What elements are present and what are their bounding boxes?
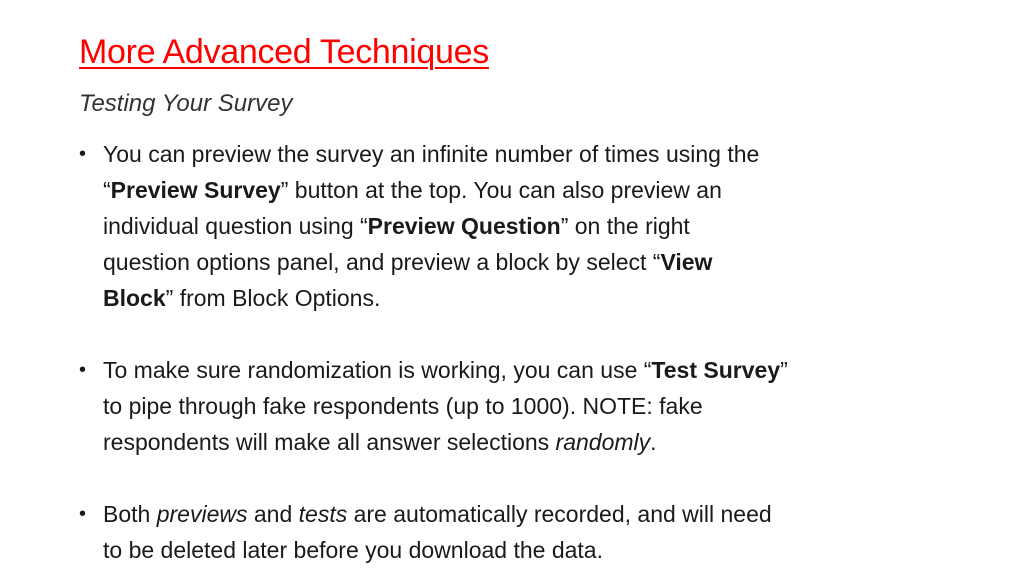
italic-term-previews: previews [156, 501, 248, 527]
bullet-item [79, 352, 939, 460]
slide-title: More Advanced Techniques [79, 33, 489, 71]
text-run: . [650, 429, 657, 455]
text-run: individual question using “ [103, 213, 368, 239]
text-run: You can preview the survey an infinite number of times using the [103, 141, 760, 167]
text-run: to be deleted later before you download the data. [103, 537, 603, 563]
text-run: to pipe through fake respondents (up to 1000). NOTE: fake [103, 393, 703, 419]
bullet-line [103, 244, 939, 280]
bullet-line [103, 424, 939, 460]
bullet-dot-icon: • [79, 503, 87, 525]
slide-subtitle: Testing Your Survey [79, 90, 293, 117]
text-run: ” [780, 357, 788, 383]
bullet-line [103, 280, 939, 316]
bold-term-view: View [660, 249, 713, 275]
bullet-line [103, 136, 939, 172]
bullet-line [103, 352, 939, 388]
bullet-line [103, 532, 939, 568]
text-run: ” button at the top. You can also preview an [280, 177, 722, 203]
text-run: question options panel, and preview a block by select “ [103, 249, 661, 275]
text-run: To make sure randomization is working, you can use “ [103, 357, 652, 383]
italic-term-randomly: randomly [555, 429, 651, 455]
bullet-line [103, 208, 939, 244]
text-run: “ [103, 177, 111, 203]
text-run: Both [103, 501, 157, 527]
text-run: and [247, 501, 299, 527]
bold-term-block: Block [103, 285, 166, 311]
bold-term-preview-survey: Preview Survey [110, 177, 281, 203]
bold-term-preview-question: Preview Question [367, 213, 561, 239]
bold-term-test-survey: Test Survey [651, 357, 781, 383]
text-run: are automatically recorded, and will need [347, 501, 772, 527]
bullet-line [103, 388, 939, 424]
text-run: ” from Block Options. [165, 285, 381, 311]
bullet-line [103, 172, 939, 208]
text-run: respondents will make all answer selections [103, 429, 556, 455]
bullet-line [103, 496, 939, 532]
text-run: ” on the right [560, 213, 690, 239]
bullet-dot-icon: • [79, 143, 87, 165]
bullet-list [79, 136, 939, 568]
bullet-item [79, 136, 939, 316]
italic-term-tests: tests [298, 501, 348, 527]
bullet-item [79, 496, 939, 568]
bullet-dot-icon: • [79, 359, 87, 381]
